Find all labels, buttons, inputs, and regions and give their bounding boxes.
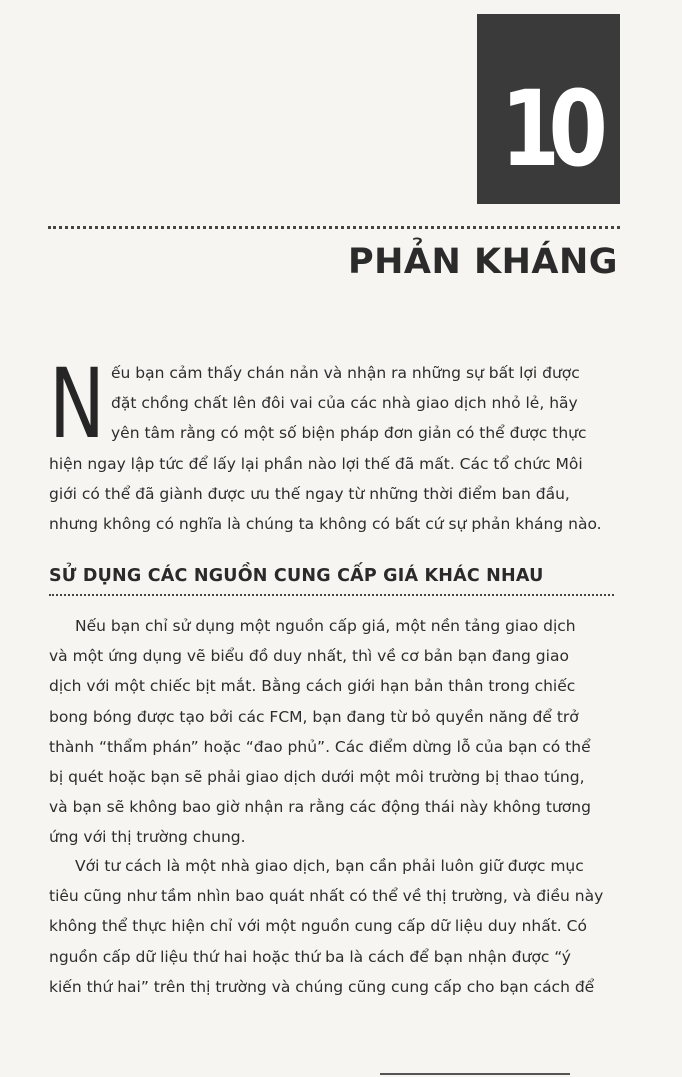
paragraph-line: nguồn cấp dữ liệu thứ hai hoặc thứ ba là cách để bạn nhận được “ý — [49, 947, 571, 966]
section-paragraph-1 — [49, 611, 617, 853]
section-heading: SỬ DỤNG CÁC NGUỒN CUNG CẤP GIÁ KHÁC NHAU — [49, 566, 544, 586]
section-paragraph-2 — [49, 851, 617, 1002]
section-dotted-divider — [49, 594, 614, 596]
intro-paragraph — [49, 348, 617, 539]
intro-line: hiện ngay lập tức để lấy lại phần nào lợi thế đã mất. Các tổ chức Môi — [49, 454, 583, 473]
intro-line: yên tâm rằng có một số biện pháp đơn giản có thể được thực — [111, 424, 587, 443]
chapter-number: 10 — [500, 68, 597, 190]
intro-line: giới có thể đã giành được ưu thế ngay từ những thời điểm ban đầu, — [49, 484, 570, 503]
paragraph-line: tiêu cũng như tầm nhìn bao quát nhất có thể về thị trường, và điều này — [49, 887, 604, 906]
paragraph-line: bị quét hoặc bạn sẽ phải giao dịch dưới một môi trường bị thao túng, — [49, 768, 585, 787]
intro-line: nhưng không có nghĩa là chúng ta không có bất cứ sự phản kháng nào. — [49, 515, 602, 534]
paragraph-line: ứng với thị trường chung. — [49, 828, 246, 847]
paragraph-line: và bạn sẽ không bao giờ nhận ra rằng các động thái này không tương — [49, 798, 591, 817]
paragraph-line: Với tư cách là một nhà giao dịch, bạn cần phải luôn giữ được mục — [75, 857, 584, 875]
drop-cap: N — [49, 348, 106, 460]
bottom-edge-line — [380, 1073, 570, 1075]
paragraph-line: không thể thực hiện chỉ với một nguồn cung cấp dữ liệu duy nhất. Có — [49, 917, 587, 936]
intro-line: ếu bạn cảm thấy chán nản và nhận ra những sự bất lợi được — [111, 364, 580, 382]
paragraph-line: dịch với một chiếc bịt mắt. Bằng cách giới hạn bản thân trong chiếc — [49, 677, 576, 696]
paragraph-line: bong bóng được tạo bởi các FCM, bạn đang từ bỏ quyền năng để trở — [49, 707, 579, 726]
paragraph-line: và một ứng dụng vẽ biểu đồ duy nhất, thì về cơ bản bạn đang giao — [49, 647, 569, 666]
top-dotted-divider — [48, 226, 620, 229]
chapter-title: PHẢN KHÁNG — [347, 242, 618, 282]
chapter-number-box — [477, 14, 620, 204]
paragraph-line: thành “thẩm phán” hoặc “đao phủ”. Các điểm dừng lỗ của bạn có thể — [49, 737, 591, 756]
paragraph-line: Nếu bạn chỉ sử dụng một nguồn cấp giá, một nền tảng giao dịch — [75, 617, 576, 635]
intro-line: đặt chồng chất lên đôi vai của các nhà giao dịch nhỏ lẻ, hãy — [111, 394, 578, 413]
paragraph-line: kiến thứ hai” trên thị trường và chúng cũng cung cấp cho bạn cách để — [49, 977, 595, 996]
